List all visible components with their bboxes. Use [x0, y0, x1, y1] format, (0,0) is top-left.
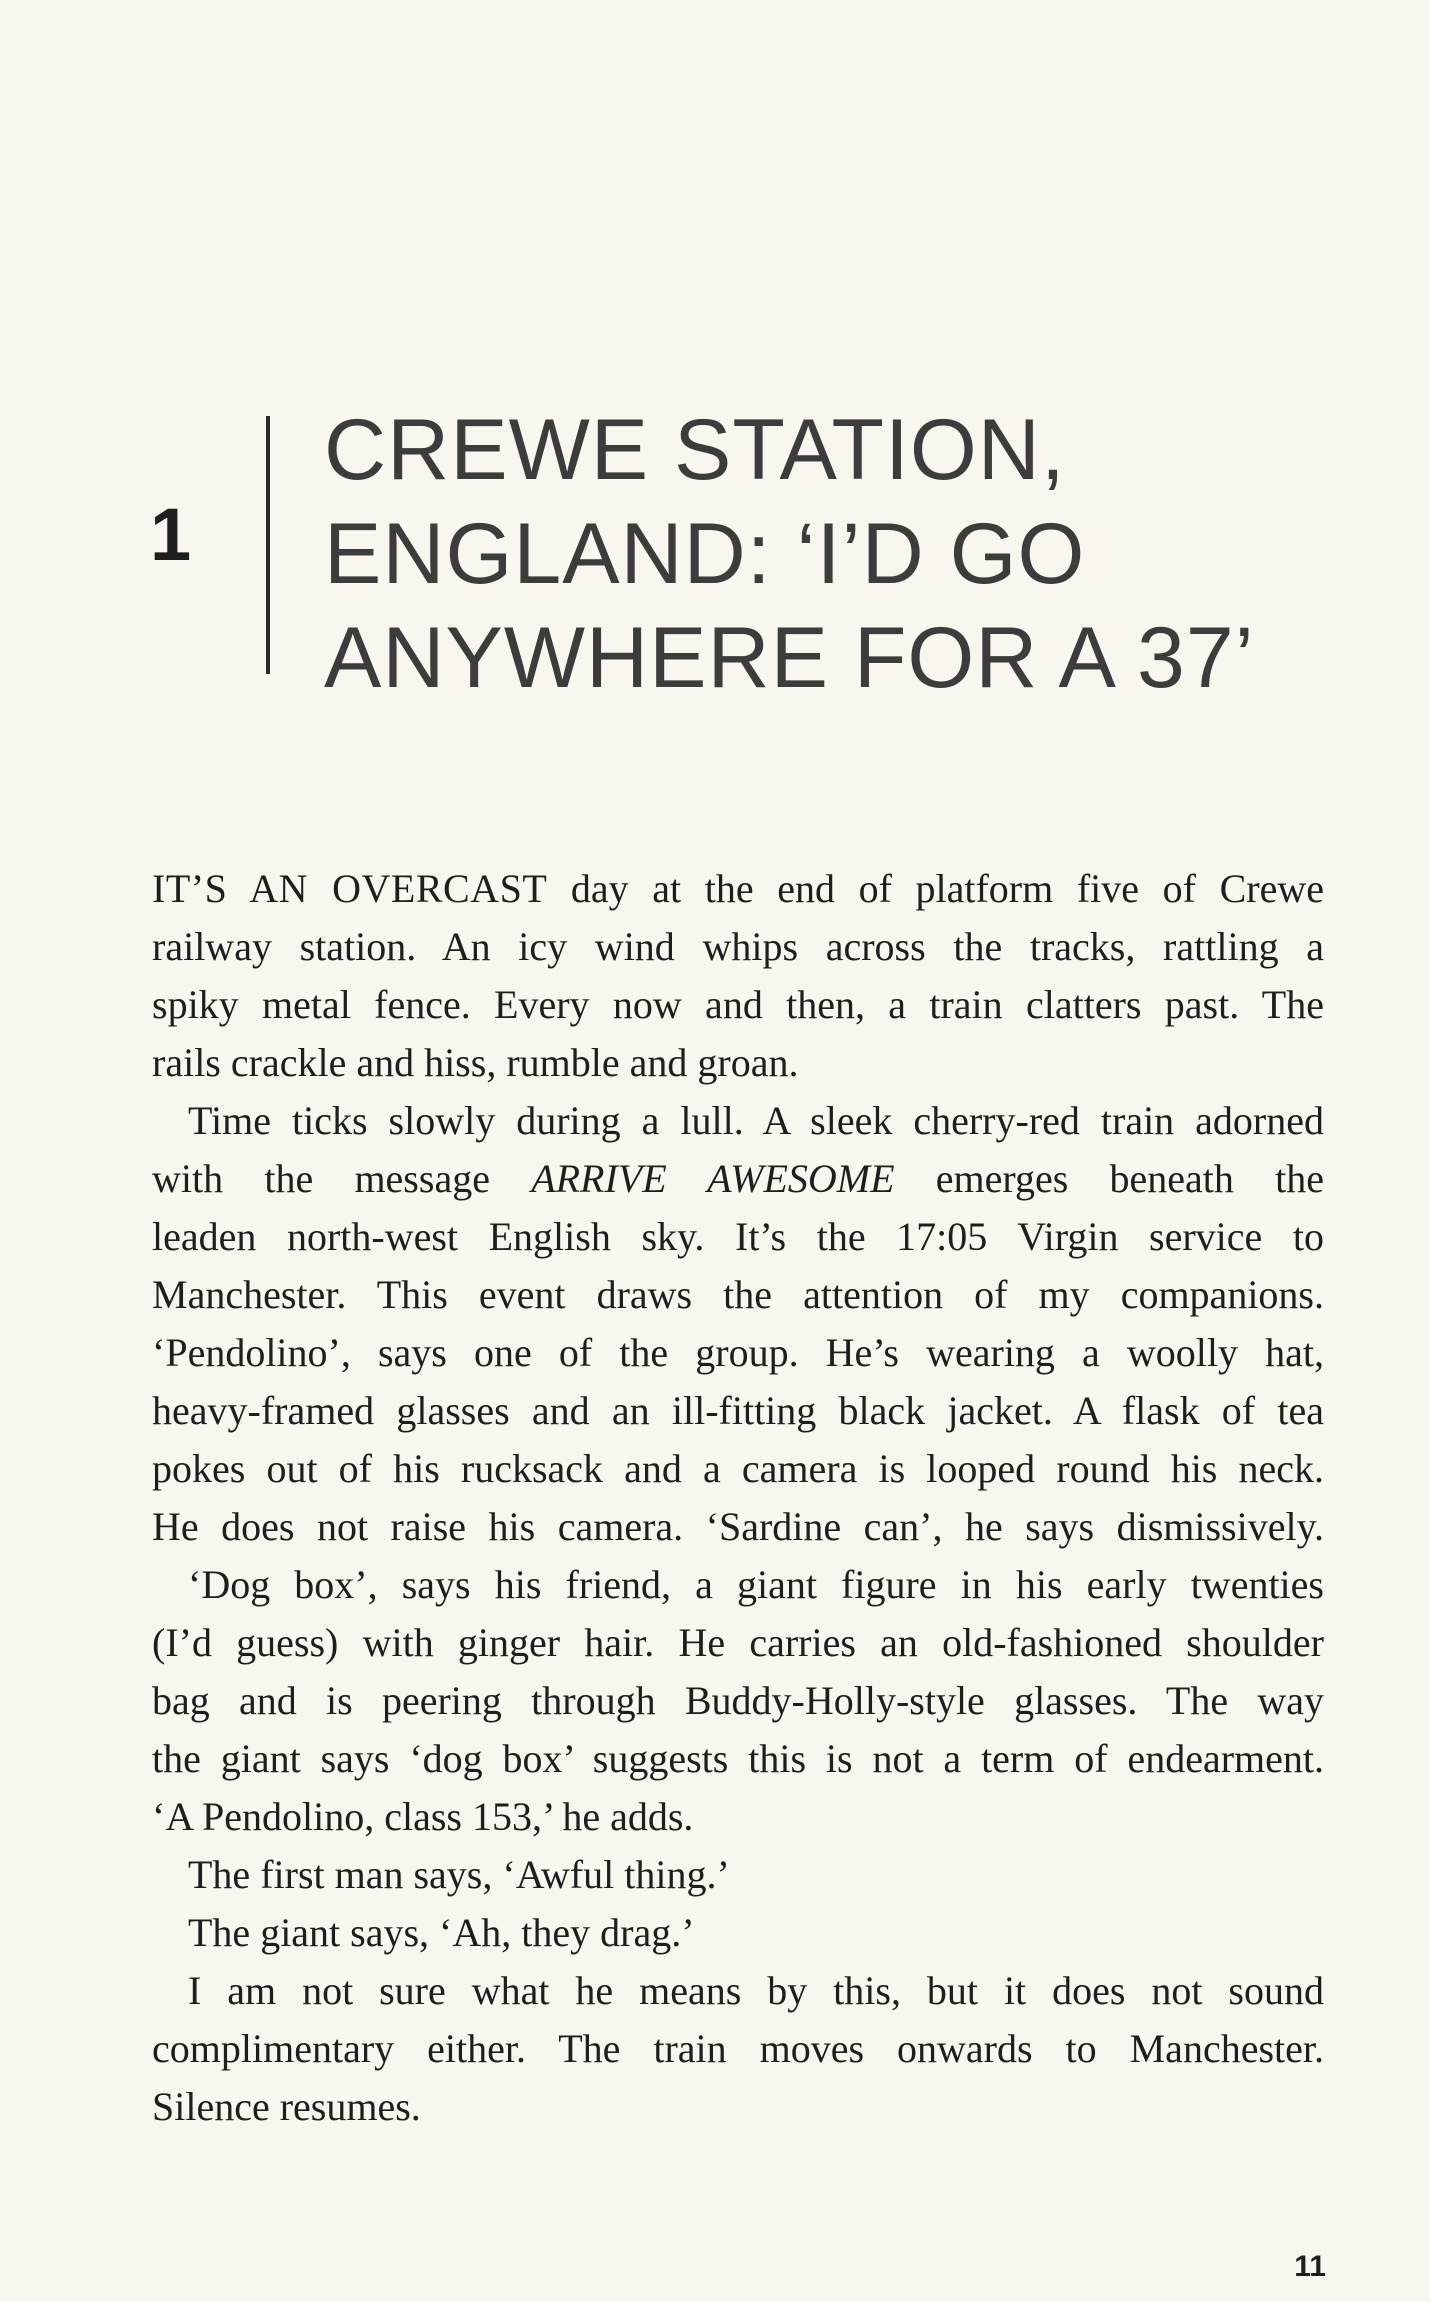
paragraph — [152, 1092, 1324, 1556]
text-span: day at the end of platform five of Crewe — [547, 866, 1324, 911]
text-line: ‘A Pendolino, class 153,’ he adds. — [152, 1794, 694, 1839]
text-line: pokes out of his rucksack and a camera is looped round his neck. — [152, 1446, 1324, 1491]
paragraph — [152, 1846, 1324, 1904]
text-line: Manchester. This event draws the attention of my companions. — [152, 1272, 1324, 1317]
text-line: ‘Pendolino’, says one of the group. He’s wearing a woolly hat, — [152, 1330, 1324, 1375]
text-line: He does not raise his camera. ‘Sardine can’, he says dismissively. — [152, 1504, 1324, 1549]
text-line: Time ticks slowly during a lull. A sleek cherry-red train adorned — [188, 1098, 1324, 1143]
text-line: leaden north-west English sky. It’s the 17:05 Virgin service to — [152, 1214, 1324, 1259]
italic-phrase: ARRIVE AWESOME — [531, 1156, 895, 1201]
text-line: The first man says, ‘Awful thing.’ — [188, 1852, 730, 1897]
chapter-title-line: ENGLAND: ‘I’D GO — [324, 506, 1086, 602]
paragraph — [152, 1962, 1324, 2136]
chapter-title — [324, 398, 1324, 710]
text-line — [152, 1150, 1324, 1208]
text-line: Silence resumes. — [152, 2084, 421, 2129]
text-span: with the message — [152, 1156, 532, 1201]
text-line: bag and is peering through Buddy-Holly-style glasses. The way — [152, 1678, 1324, 1723]
text-line — [152, 860, 1324, 918]
text-span: emerges beneath the — [894, 1156, 1325, 1201]
paragraph — [152, 860, 1324, 1092]
chapter-number: 1 — [150, 493, 192, 576]
text-line: spiky metal fence. Every now and then, a train clatters past. The — [152, 982, 1324, 1027]
chapter-divider-rule — [266, 416, 270, 674]
chapter-body — [152, 860, 1324, 2136]
text-line: railway station. An icy wind whips across the tracks, rattling a — [152, 924, 1324, 969]
text-line: heavy-framed glasses and an ill-fitting black jacket. A flask of tea — [152, 1388, 1324, 1433]
chapter-title-line: ANYWHERE FOR A 37’ — [324, 610, 1255, 706]
opening-caps: IT’S AN OVERCAST — [152, 866, 548, 911]
text-line: the giant says ‘dog box’ suggests this is not a term of endearment. — [152, 1736, 1324, 1781]
page-number: 11 — [1294, 2250, 1326, 2283]
paragraph — [152, 1556, 1324, 1846]
text-line: The giant says, ‘Ah, they drag.’ — [188, 1910, 695, 1955]
text-line: rails crackle and hiss, rumble and groan. — [152, 1040, 799, 1085]
text-line: complimentary either. The train moves onwards to Manchester. — [152, 2026, 1324, 2071]
text-line: I am not sure what he means by this, but it does not sound — [188, 1968, 1324, 2013]
text-line: (I’d guess) with ginger hair. He carries an old-fashioned shoulder — [152, 1620, 1324, 1665]
chapter-title-line: CREWE STATION, — [324, 402, 1066, 498]
paragraph — [152, 1904, 1324, 1962]
text-line: ‘Dog box’, says his friend, a giant figure in his early twenties — [188, 1562, 1324, 1607]
